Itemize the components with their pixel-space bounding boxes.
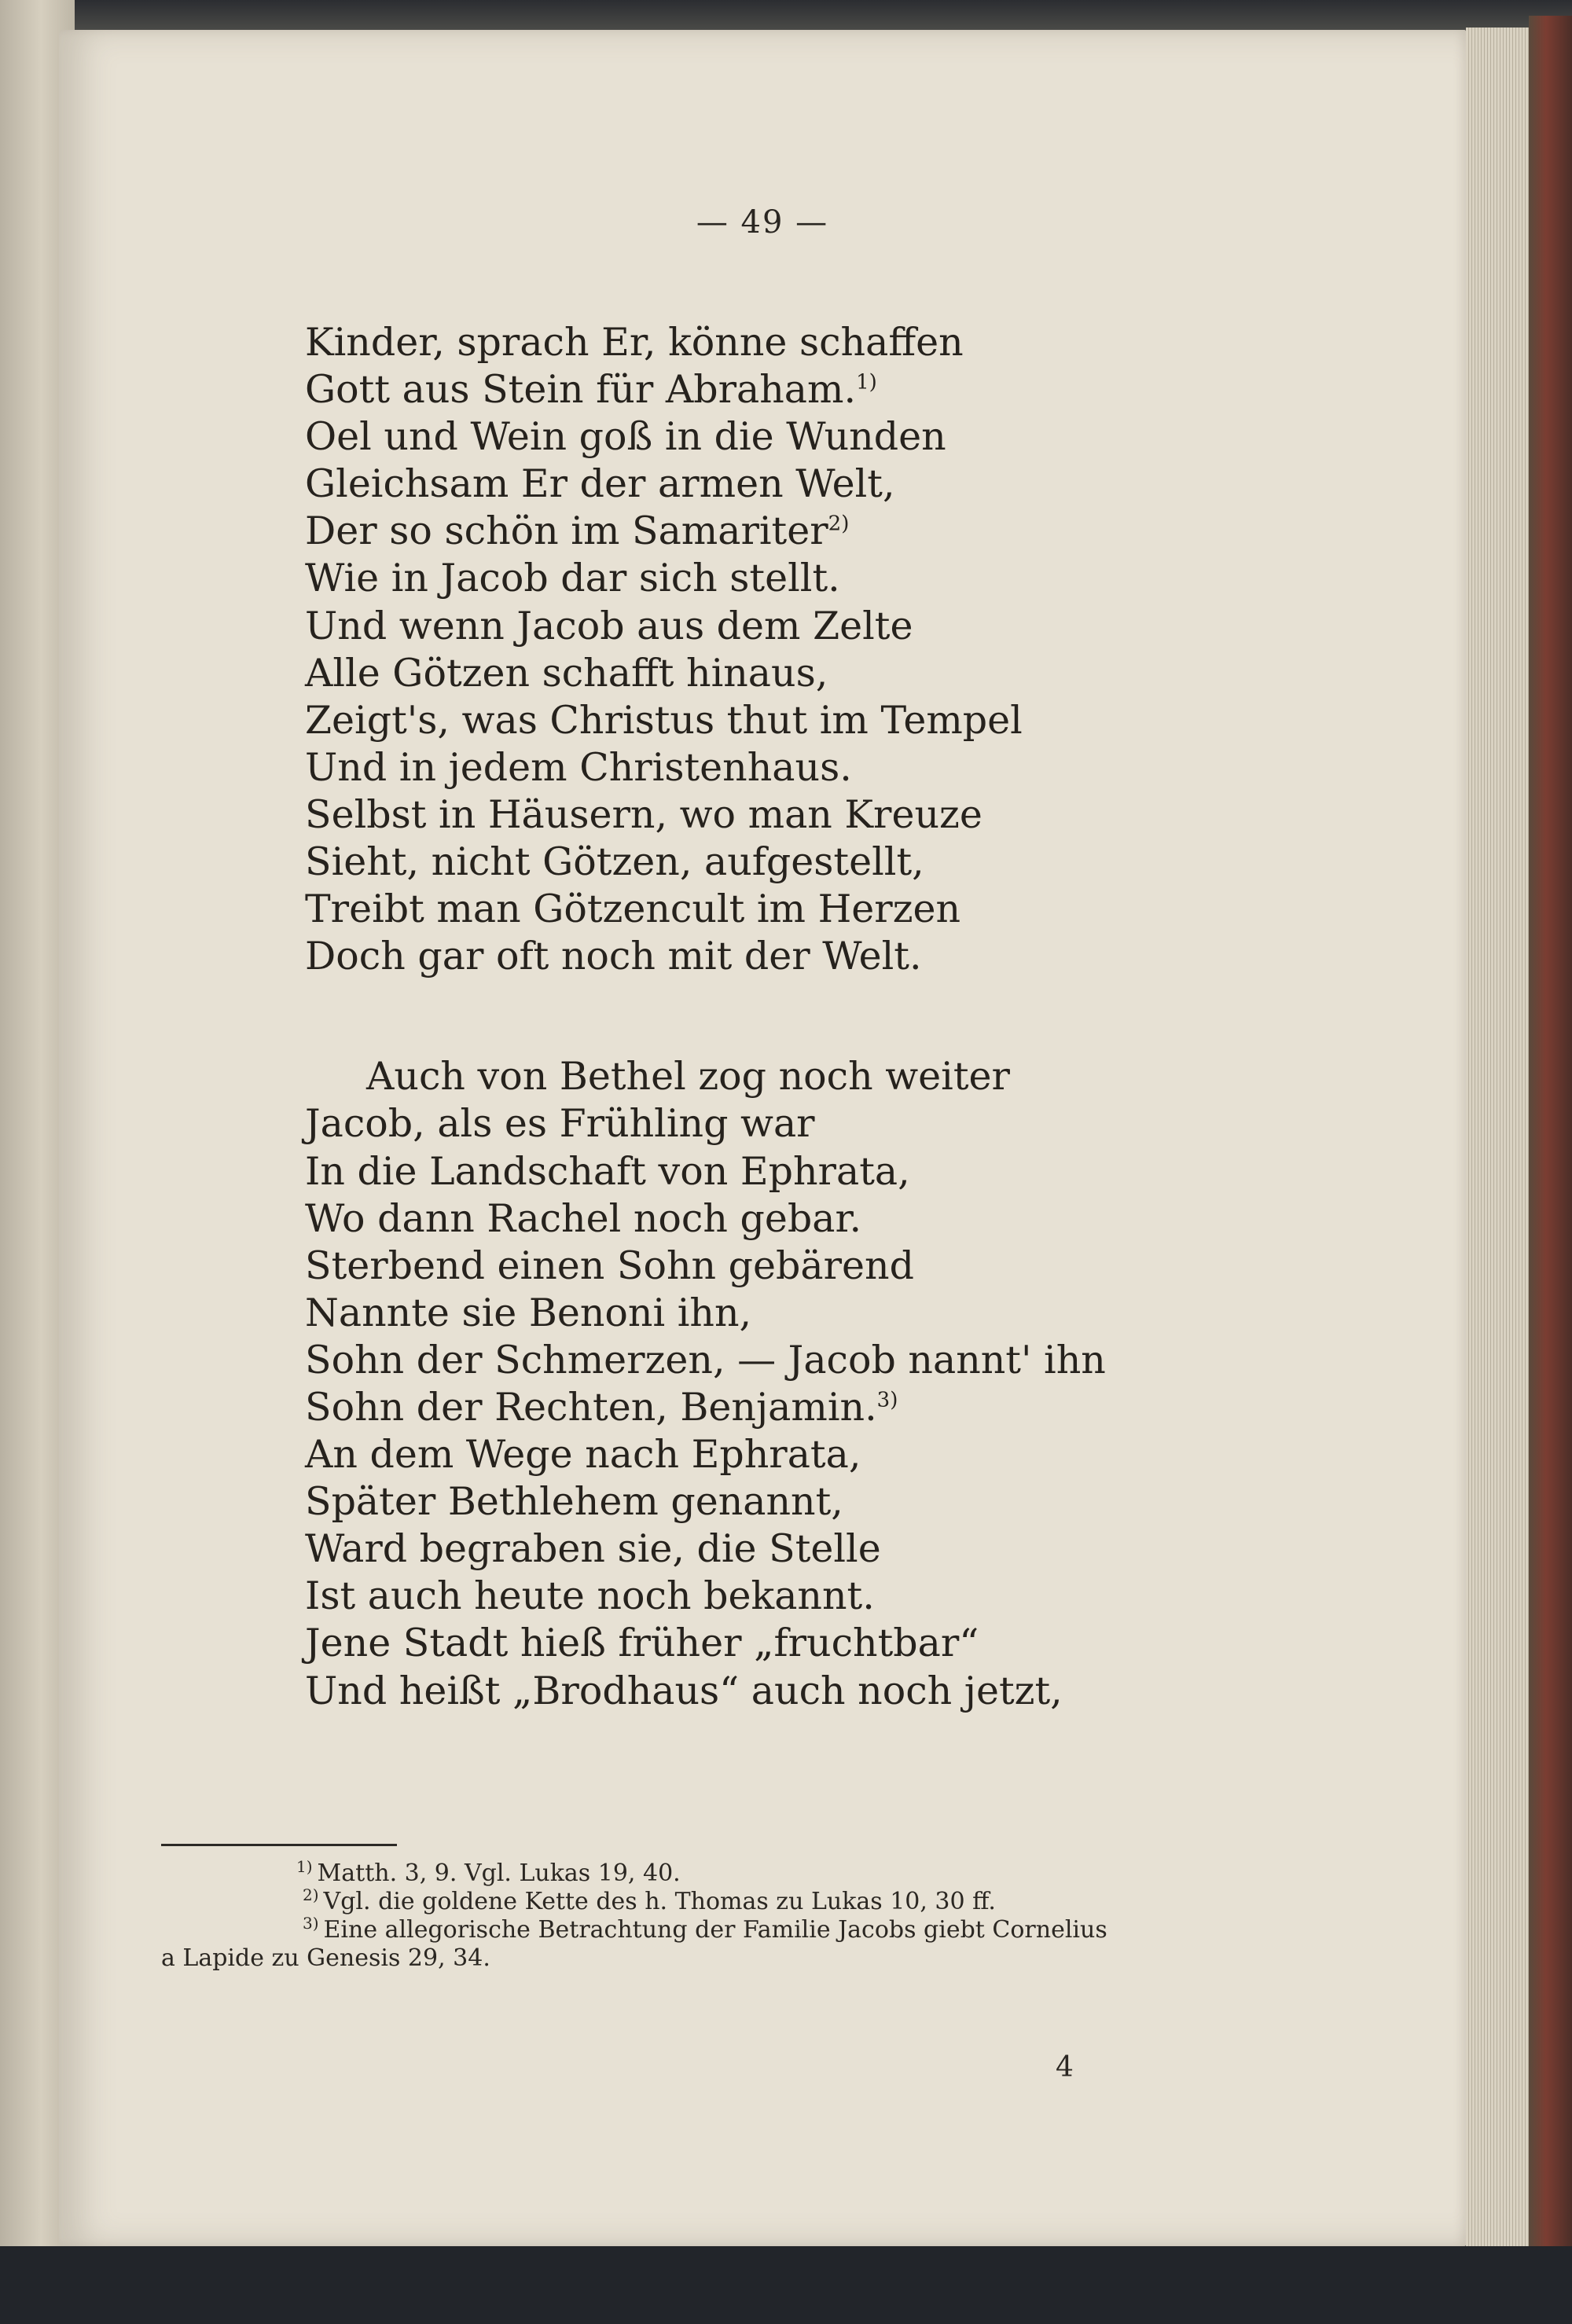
verse-line: Sterbend einen Sohn gebärend	[305, 1243, 914, 1288]
verse-line: Und wenn Jacob aus dem Zelte	[305, 603, 913, 648]
page-number-header: — 49 —	[696, 204, 829, 240]
footnote-divider	[161, 1844, 397, 1846]
signature-mark: 4	[1056, 2051, 1074, 2084]
stanza-2	[305, 1053, 1106, 1714]
verse-line: Gott aus Stein für Abraham.$^{1)}$	[305, 367, 877, 413]
verse-line: Und in jedem Christenhaus.	[305, 744, 852, 790]
verse-line: Gleichsam Er der armen Welt,	[305, 461, 895, 507]
verse-line: An dem Wege nach Ephrata,	[305, 1432, 861, 1478]
verse-line: Auch von Bethel zog noch weiter	[366, 1054, 1010, 1100]
scanner-top-edge	[75, 0, 1572, 30]
footnote-1: $^{1)}$ Matth. 3, 9. Vgl. Lukas 19, 40.	[296, 1857, 681, 1887]
verse-line: Sohn der Schmerzen, — Jacob nannt' ihn	[305, 1337, 1106, 1382]
verse-line: Wo dann Rachel noch gebar.	[305, 1195, 862, 1241]
footnote-2: $^{2)}$ Vgl. die goldene Kette des h. Thomas zu Lukas 10, 30 ff.	[303, 1885, 996, 1915]
footnote-ref-1: 1)	[856, 370, 877, 395]
footnote-mark: 2)	[303, 1885, 319, 1904]
verse-line: Kinder, sprach Er, könne schaffen	[305, 320, 964, 365]
verse-line: Sieht, nicht Götzen, aufgestellt,	[305, 839, 924, 885]
verse-line: Jacob, als es Frühling war	[305, 1101, 815, 1147]
verse-line: Der so schön im Samariter$^{2)}$	[305, 508, 850, 554]
verse-line: Später Bethlehem genannt,	[305, 1479, 843, 1525]
footnote-ref-3: 3)	[876, 1388, 898, 1412]
book-cover-edge	[1529, 16, 1572, 2324]
verse-line: Jene Stadt hieß früher „fruchtbar“	[305, 1621, 979, 1666]
verse-line: Sohn der Rechten, Benjamin.$^{3)}$	[305, 1384, 898, 1430]
verse-line: Oel und Wein goß in die Wunden	[305, 414, 946, 460]
footnote-mark: 3)	[303, 1914, 319, 1933]
stanza-gap	[305, 980, 1106, 1053]
verse-line: Ward begraben sie, die Stelle	[305, 1526, 881, 1572]
verse-line: Zeigt's, was Christus thut im Tempel	[305, 697, 1023, 743]
verse-line: Selbst in Häusern, wo man Kreuze	[305, 791, 982, 837]
footnote-mark: 1)	[296, 1857, 313, 1876]
verse-line: Doch gar oft noch mit der Welt.	[305, 934, 922, 979]
stanza-1	[305, 319, 1106, 980]
book-page	[59, 30, 1466, 2246]
verse-line: Und heißt „Brodhaus“ auch noch jetzt,	[305, 1668, 1063, 1713]
verse-line: Nannte sie Benoni ihn,	[305, 1290, 752, 1335]
verse-line: Ist auch heute noch bekannt.	[305, 1573, 875, 1619]
footnote-3: $^{3)}$ Eine allegorische Betrachtung der Familie Jacobs giebt Cornelius	[303, 1914, 1107, 1944]
scanner-bottom-edge	[0, 2246, 1572, 2324]
verse-line: In die Landschaft von Ephrata,	[305, 1148, 910, 1194]
footnote-ref-2: 2)	[828, 512, 850, 537]
footnotes	[161, 1857, 1324, 1973]
footnote-3-continuation: a Lapide zu Genesis 29, 34.	[161, 1944, 490, 1972]
book-page-edges	[1466, 28, 1529, 2252]
verse-line: Alle Götzen schafft hinaus,	[305, 650, 828, 696]
verse-line: Treibt man Götzencult im Herzen	[305, 887, 961, 932]
poem-text	[305, 319, 1106, 1715]
verse-line: Wie in Jacob dar sich stellt.	[305, 556, 840, 601]
